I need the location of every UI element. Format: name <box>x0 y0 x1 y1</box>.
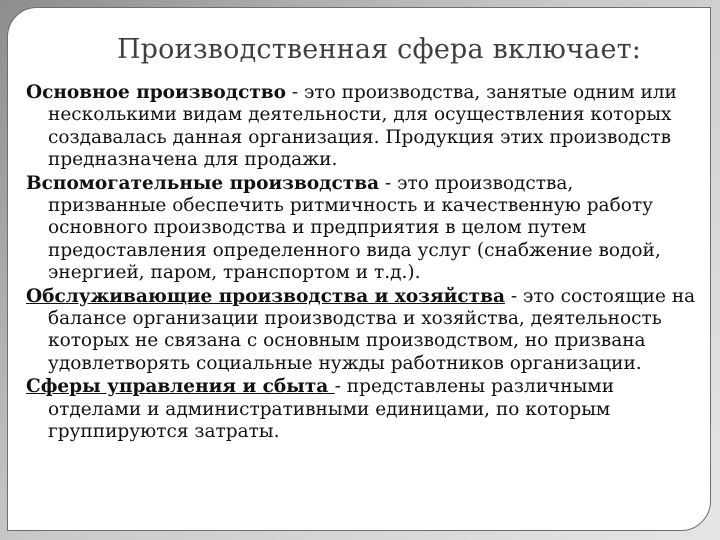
slide-title: Производственная сфера включает: <box>116 34 642 65</box>
slide <box>7 7 711 531</box>
paragraph-main-production <box>26 82 696 172</box>
term-auxiliary-production: Вспомогательные производства <box>26 172 380 194</box>
slide-body <box>26 82 696 445</box>
definition-auxiliary-production: - это производства, призванные обеспечить ритмичность и качественную работу основного производства и предприятия в целом путем предоставления определенного вида услуг (снабжение водой, энергией, паром, транспортом и т.д.). <box>48 172 661 284</box>
term-main-production: Основное производство <box>26 82 286 103</box>
definition-service-production: - это состоящие на балансе организации производства и хозяйства, деятельность которых не связана с основным производством, но призвана удовлетворять социальные нужды работников организации. <box>48 285 696 374</box>
definition-management-sales: - представлены различными отделами и административными единицами, по которым группируются затраты. <box>48 376 615 443</box>
definition-main-production: - это производства, занятые одним или несколькими видам деятельности, для осуществления которых создавалась данная организация. Продукция этих производств предназначена для продажи. <box>48 82 677 171</box>
paragraph-service-production <box>26 286 696 376</box>
term-service-production: Обслуживающие производства и хозяйства <box>26 285 505 307</box>
paragraph-auxiliary-production <box>26 173 696 285</box>
paragraph-management-sales <box>26 376 696 443</box>
term-management-sales: Сферы управления и сбыта <box>26 376 335 398</box>
